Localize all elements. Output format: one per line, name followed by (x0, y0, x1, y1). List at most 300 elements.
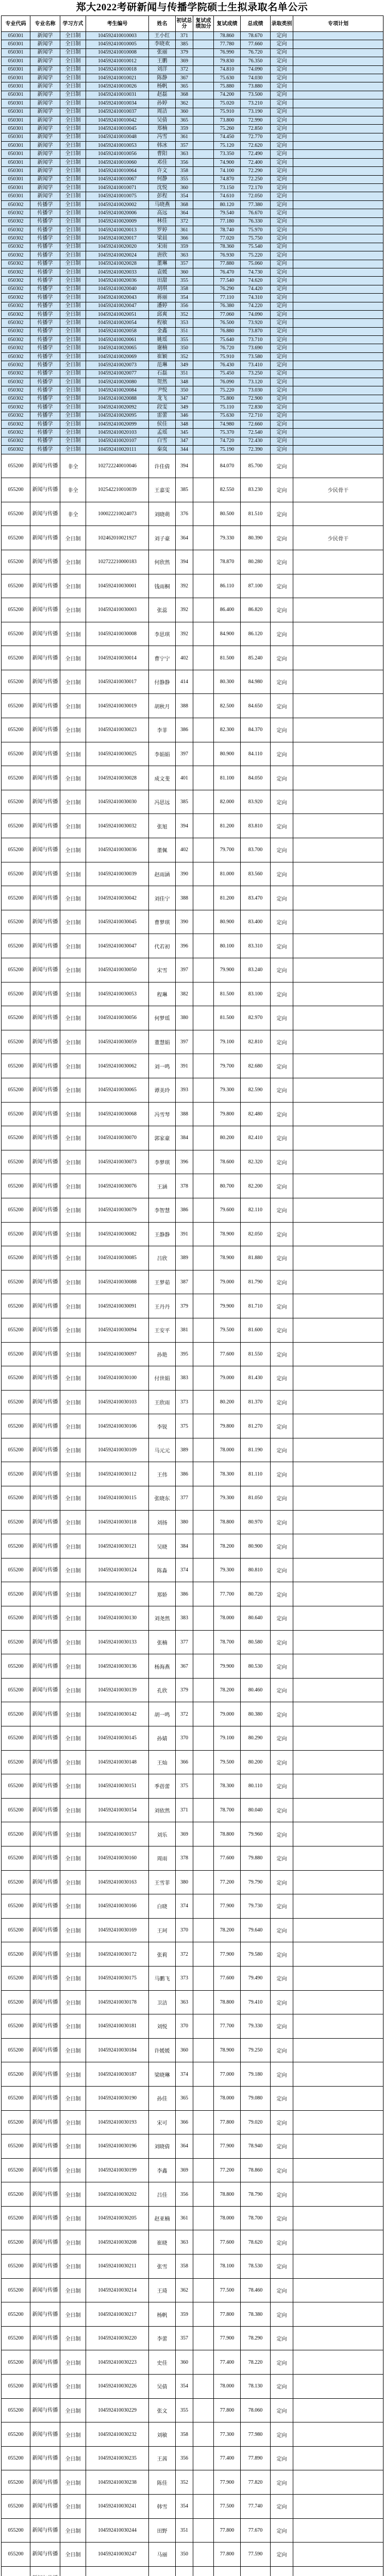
table-cell: 全日制 (60, 251, 86, 260)
table-cell: 全日制 (60, 192, 86, 200)
table-cell: 新闻与传播 (30, 1510, 60, 1534)
table-cell: 74.090 (241, 310, 271, 318)
table-cell: 全日制 (60, 184, 86, 192)
table-row (2, 2566, 383, 2576)
table-cell: 104592410030112 (86, 1462, 149, 1486)
table-cell: 王珂 (149, 1918, 176, 1942)
table-cell: 104592410020036 (86, 277, 149, 285)
table-cell: 全日制 (60, 670, 86, 694)
table-cell (293, 403, 383, 412)
table-cell: 81.710 (241, 1294, 271, 1318)
table-row (2, 277, 383, 285)
table-cell: 新闻与传播 (30, 694, 60, 718)
table-cell (293, 1678, 383, 1702)
table-cell: 055200 (2, 1294, 30, 1318)
table-cell: 369 (176, 2158, 193, 2182)
table-cell: 传播学 (30, 437, 60, 445)
table-cell: 77.900 (214, 1894, 241, 1919)
table-cell (293, 790, 383, 814)
table-cell (193, 1654, 214, 1679)
table-cell: 350 (176, 344, 193, 352)
table-row (2, 766, 383, 790)
table-cell: 055200 (2, 2134, 30, 2159)
column-header: 初试总分 (176, 16, 193, 32)
table-cell: 390 (176, 910, 193, 934)
table-cell: 050301 (2, 133, 30, 141)
table-cell: 369 (176, 57, 193, 65)
table-cell: 055200 (2, 1438, 30, 1462)
table-cell (293, 622, 383, 646)
table-row (2, 478, 383, 502)
table-cell: 78.100 (214, 2255, 241, 2279)
table-cell (193, 395, 214, 403)
table-cell: 新闻学 (30, 167, 60, 175)
table-cell: 79.730 (241, 1894, 271, 1919)
table-cell: 84.370 (241, 718, 271, 742)
table-cell: 357 (176, 142, 193, 150)
table-row (2, 1366, 383, 1391)
table-cell: 全日制 (60, 1702, 86, 1726)
table-cell (193, 200, 214, 209)
table-cell: 传播学 (30, 327, 60, 335)
table-cell: 唐欣 (149, 251, 176, 260)
table-cell: 全日制 (60, 1270, 86, 1294)
table-cell: 104592410030039 (86, 862, 149, 886)
table-cell: 385 (176, 478, 193, 502)
table-cell (193, 2062, 214, 2087)
table-cell: 新闻与传播 (30, 1462, 60, 1486)
table-cell: 全日制 (60, 1318, 86, 1342)
table-cell (293, 2038, 383, 2062)
table-row (2, 1558, 383, 1582)
table-cell (193, 1006, 214, 1030)
table-cell: 新闻与传播 (30, 2518, 60, 2543)
table-cell: 79.960 (241, 1822, 271, 1846)
table-cell: 75.630 (214, 412, 241, 420)
table-cell: 80.280 (241, 550, 271, 574)
table-cell: 全日制 (60, 934, 86, 958)
table-row (2, 167, 383, 175)
table-cell: 定向 (271, 2110, 293, 2134)
table-cell (193, 403, 214, 412)
table-cell: 78.530 (241, 2255, 271, 2279)
table-cell: 传播学 (30, 243, 60, 251)
table-cell: 104592410010031 (86, 91, 149, 99)
table-cell: 全日制 (60, 1918, 86, 1942)
table-cell: 全日制 (60, 361, 86, 369)
table-cell: 86.120 (241, 622, 271, 646)
table-cell: 75.190 (214, 446, 241, 454)
table-cell: 新闻与传播 (30, 1558, 60, 1582)
table-cell (30, 2566, 60, 2576)
table-cell: 386 (176, 1582, 193, 1606)
table-cell: 新闻与传播 (30, 1894, 60, 1919)
table-cell: 传播学 (30, 369, 60, 378)
table-cell: 104592410030196 (86, 2134, 149, 2159)
table-cell: 新闻与传播 (30, 1678, 60, 1702)
table-cell: 80.120 (214, 200, 241, 209)
table-cell: 386 (176, 718, 193, 742)
table-row (2, 1822, 383, 1846)
table-cell: 104592410030232 (86, 2422, 149, 2447)
table-cell: 新闻学 (30, 82, 60, 91)
table-cell: 104592410030208 (86, 2230, 149, 2255)
table-cell: 定向 (271, 142, 293, 150)
table-cell: 363 (176, 251, 193, 260)
table-cell: 新闻与传播 (30, 478, 60, 502)
table-cell: 新闻与传播 (30, 718, 60, 742)
table-row (2, 158, 383, 166)
table-cell (193, 2375, 214, 2399)
table-cell: 377 (176, 1630, 193, 1654)
table-cell: 104592410030100 (86, 1366, 149, 1391)
table-cell: 新闻与传播 (30, 1366, 60, 1391)
table-cell: 104592410020099 (86, 420, 149, 428)
table-cell: 84.650 (241, 694, 271, 718)
table-cell (293, 82, 383, 91)
table-cell: 104592410010037 (86, 108, 149, 116)
table-cell: 356 (176, 2182, 193, 2207)
table-cell: 104592410020024 (86, 251, 149, 260)
table-cell: 刘佳宁 (149, 886, 176, 910)
table-cell: 363 (176, 150, 193, 158)
table-cell (293, 1558, 383, 1582)
table-cell: 352 (176, 2470, 193, 2495)
table-cell: 全日制 (60, 622, 86, 646)
table-cell: 袁媛 (149, 268, 176, 276)
table-cell: 定向 (271, 1678, 293, 1702)
table-cell (193, 57, 214, 65)
table-cell: 74.100 (214, 167, 241, 175)
table-cell: 104592410010048 (86, 133, 149, 141)
table-cell (293, 1846, 383, 1870)
table-cell: 104592410030045 (86, 910, 149, 934)
table-cell: 78.000 (214, 1438, 241, 1462)
table-cell: 79.800 (214, 1102, 241, 1126)
table-cell: 新闻与传播 (30, 2110, 60, 2134)
table-cell (293, 2255, 383, 2279)
table-cell: 80.110 (241, 1774, 271, 1799)
table-cell (293, 378, 383, 386)
table-row (2, 1942, 383, 1967)
table-cell: 全日制 (60, 790, 86, 814)
table-cell: 104592410030223 (86, 2350, 149, 2375)
table-cell: 055200 (2, 910, 30, 934)
table-cell: 82.590 (241, 1078, 271, 1102)
table-cell: 104592410030247 (86, 2543, 149, 2567)
table-cell: 388 (176, 886, 193, 910)
table-cell: 新闻与传播 (30, 1174, 60, 1198)
table-cell (293, 2134, 383, 2159)
table-cell: 104592410020040 (86, 285, 149, 293)
table-cell: 78.220 (241, 2350, 271, 2375)
table-cell: 78.000 (214, 2086, 241, 2110)
table-cell: 新闻与传播 (30, 1630, 60, 1654)
table-cell: 77.740 (241, 2495, 271, 2519)
table-cell: 吴倩 (149, 116, 176, 124)
table-row (2, 1750, 383, 1774)
table-cell: 79.100 (214, 1726, 241, 1751)
table-cell: 360 (176, 2350, 193, 2375)
table-cell: 347 (176, 395, 193, 403)
table-cell: 104592410030163 (86, 1870, 149, 1894)
table-cell (293, 910, 383, 934)
table-cell: 全日制 (60, 310, 86, 318)
table-cell: 新闻与传播 (30, 1102, 60, 1126)
table-cell: 全日制 (60, 277, 86, 285)
table-cell: 孔欣 (149, 1678, 176, 1702)
table-cell (293, 1750, 383, 1774)
table-cell: 李娟娟 (149, 742, 176, 766)
table-cell: 104592410030070 (86, 1126, 149, 1150)
table-cell: 全日制 (60, 1942, 86, 1967)
table-cell: 84.900 (214, 622, 241, 646)
table-cell: 050302 (2, 369, 30, 378)
table-cell: 何欣然 (149, 550, 176, 574)
table-row (2, 446, 383, 454)
table-cell: 定向 (271, 268, 293, 276)
table-cell: 定向 (271, 361, 293, 369)
table-row (2, 1102, 383, 1126)
table-cell (293, 285, 383, 293)
table-cell: 定向 (271, 2230, 293, 2255)
table-cell (193, 2543, 214, 2567)
table-cell: 定向 (271, 32, 293, 40)
table-cell: 74.620 (241, 277, 271, 285)
table-cell: 359 (176, 243, 193, 251)
table-cell: 定向 (271, 150, 293, 158)
table-cell (193, 192, 214, 200)
table-cell (293, 2062, 383, 2087)
table-cell: 定向 (271, 1318, 293, 1342)
table-cell: 78.000 (214, 1606, 241, 1631)
table-cell: 全日制 (60, 2014, 86, 2039)
table-cell: 76.990 (214, 48, 241, 57)
table-cell: 新闻与传播 (30, 1222, 60, 1246)
table-cell: 全日制 (60, 694, 86, 718)
table-cell: 定向 (271, 175, 293, 183)
table-cell: 75.370 (214, 429, 241, 437)
table-cell: 73.350 (214, 150, 241, 158)
table-cell: 张旭 (149, 814, 176, 838)
table-cell: 周雨 (149, 1846, 176, 1870)
table-row (2, 226, 383, 234)
table-cell (193, 1294, 214, 1318)
table-cell: 赵亚楠 (149, 2206, 176, 2230)
table-cell: 055200 (2, 742, 30, 766)
table-cell (193, 862, 214, 886)
table-cell: 77.600 (214, 1342, 241, 1366)
table-cell (293, 1582, 383, 1606)
table-cell: 83.240 (241, 958, 271, 982)
table-cell: 定向 (271, 2062, 293, 2087)
table-cell: 定向 (271, 1006, 293, 1030)
table-cell: 张蕊 (149, 598, 176, 622)
table-cell: 80.040 (241, 1798, 271, 1822)
table-cell: 全日制 (60, 766, 86, 790)
table-cell: 83.560 (241, 862, 271, 886)
table-cell: 定向 (271, 1822, 293, 1846)
table-cell: 全日制 (60, 142, 86, 150)
table-cell: 邓佳 (149, 158, 176, 166)
table-cell (193, 133, 214, 141)
table-cell: 定向 (271, 1798, 293, 1822)
table-cell (293, 2350, 383, 2375)
table-cell (193, 574, 214, 598)
table-cell: 定向 (271, 2326, 293, 2350)
table-cell: 定向 (271, 200, 293, 209)
table-row (2, 1126, 383, 1150)
table-cell (293, 200, 383, 209)
table-cell: 81.370 (241, 1390, 271, 1414)
table-cell: 83.400 (241, 910, 271, 934)
table-cell: 新闻与传播 (30, 502, 60, 526)
table-cell (293, 251, 383, 260)
table-cell: 77.400 (214, 2350, 241, 2375)
table-cell: 055200 (2, 1510, 30, 1534)
table-cell (193, 48, 214, 57)
table-cell: 定向 (271, 694, 293, 718)
table-cell (293, 1726, 383, 1751)
table-cell (293, 1894, 383, 1919)
table-row (2, 2278, 383, 2302)
table-cell: 定向 (271, 99, 293, 108)
table-cell: 定向 (271, 82, 293, 91)
table-cell: 055200 (2, 1582, 30, 1606)
table-cell (293, 125, 383, 133)
table-cell: 73.210 (241, 99, 271, 108)
table-cell: 新闻与传播 (30, 2062, 60, 2087)
table-cell: 382 (176, 982, 193, 1006)
table-cell (293, 386, 383, 395)
table-cell: 055200 (2, 2255, 30, 2279)
table-cell (293, 1030, 383, 1054)
table-row (2, 1774, 383, 1799)
table-cell (193, 718, 214, 742)
table-cell: 郑楠 (149, 125, 176, 133)
table-cell (293, 1606, 383, 1631)
table-cell: 李梦琪 (149, 1150, 176, 1174)
table-cell (193, 838, 214, 862)
table-row (2, 2182, 383, 2207)
table-cell: 78.860 (214, 32, 241, 40)
table-cell: 104592410030220 (86, 2326, 149, 2350)
table-row (2, 327, 383, 335)
table-cell: 78.900 (214, 2038, 241, 2062)
table-cell: 050301 (2, 167, 30, 175)
table-cell: 79.410 (241, 1990, 271, 2014)
table-row (2, 1654, 383, 1679)
table-cell: 104592410030145 (86, 1726, 149, 1751)
table-row (2, 209, 383, 217)
table-cell: 72.250 (241, 175, 271, 183)
table-row (2, 1006, 383, 1030)
table-cell: 355 (176, 336, 193, 344)
table-cell: 78.700 (214, 1798, 241, 1822)
table-cell (193, 550, 214, 574)
table-cell: 75.910 (214, 108, 241, 116)
table-cell: 马元元 (149, 1438, 176, 1462)
table-cell: 360 (176, 108, 193, 116)
table-cell: 李智慧 (149, 1198, 176, 1222)
table-cell: 新闻与传播 (30, 814, 60, 838)
table-row (2, 2518, 383, 2543)
table-cell: 383 (176, 1606, 193, 1631)
table-cell: 73.710 (241, 336, 271, 344)
table-cell: 050301 (2, 40, 30, 48)
table-cell: 75.020 (214, 99, 241, 108)
table-cell: 104592410030175 (86, 1966, 149, 1990)
table-cell: 79.700 (214, 1054, 241, 1078)
table-cell: 372 (176, 65, 193, 74)
table-cell: 新闻学 (30, 158, 60, 166)
table-cell (293, 1054, 383, 1078)
table-cell: 84.070 (214, 454, 241, 478)
table-row (2, 192, 383, 200)
table-cell (293, 694, 383, 718)
table-cell: 104592410020092 (86, 403, 149, 412)
professional-section (2, 454, 383, 2576)
table-cell: 104592410020069 (86, 352, 149, 361)
table-cell: 定向 (271, 886, 293, 910)
table-cell: 74.980 (214, 420, 241, 428)
table-cell: 新闻学 (30, 175, 60, 183)
table-cell (193, 1126, 214, 1150)
table-cell: 全日制 (60, 2134, 86, 2159)
table-cell: 宋可 (149, 2110, 176, 2134)
table-cell: 104592410030032 (86, 814, 149, 838)
table-cell (293, 395, 383, 403)
table-cell: 全日制 (60, 268, 86, 276)
table-cell (193, 2518, 214, 2543)
table-row (2, 1870, 383, 1894)
table-cell: 新闻与传播 (30, 1798, 60, 1822)
table-cell: 全日制 (60, 1486, 86, 1511)
table-cell (293, 48, 383, 57)
table-cell: 76.880 (214, 327, 241, 335)
table-cell: 定向 (271, 1558, 293, 1582)
table-cell: 104592410020088 (86, 395, 149, 403)
table-cell (193, 65, 214, 74)
table-cell: 055200 (2, 1078, 30, 1102)
table-row (2, 319, 383, 327)
table-cell: 传播学 (30, 319, 60, 327)
table-cell: 定向 (271, 862, 293, 886)
table-cell: 董慧娟 (149, 1030, 176, 1054)
table-cell (193, 1774, 214, 1799)
table-cell: 77.900 (214, 2326, 241, 2350)
table-cell: 82.550 (214, 478, 241, 502)
table-cell (193, 1870, 214, 1894)
table-cell: 055200 (2, 454, 30, 478)
table-cell: 72.990 (241, 116, 271, 124)
table-row (2, 1390, 383, 1414)
table-cell: 75.220 (241, 251, 271, 260)
table-cell: 全日制 (60, 150, 86, 158)
table-cell: 77.800 (214, 2543, 241, 2567)
table-cell: 刘依然 (149, 1798, 176, 1822)
table-cell: 104592410030025 (86, 742, 149, 766)
table-cell (293, 2206, 383, 2230)
table-cell: 76.290 (214, 285, 241, 293)
table-cell: 许文 (149, 167, 176, 175)
table-cell: 新闻与传播 (30, 886, 60, 910)
table-cell: 全日制 (60, 2470, 86, 2495)
table-cell: 全日制 (60, 1054, 86, 1078)
table-cell: 379 (176, 48, 193, 57)
table-cell: 055200 (2, 1318, 30, 1342)
table-cell: 王嘉雯 (149, 478, 176, 502)
